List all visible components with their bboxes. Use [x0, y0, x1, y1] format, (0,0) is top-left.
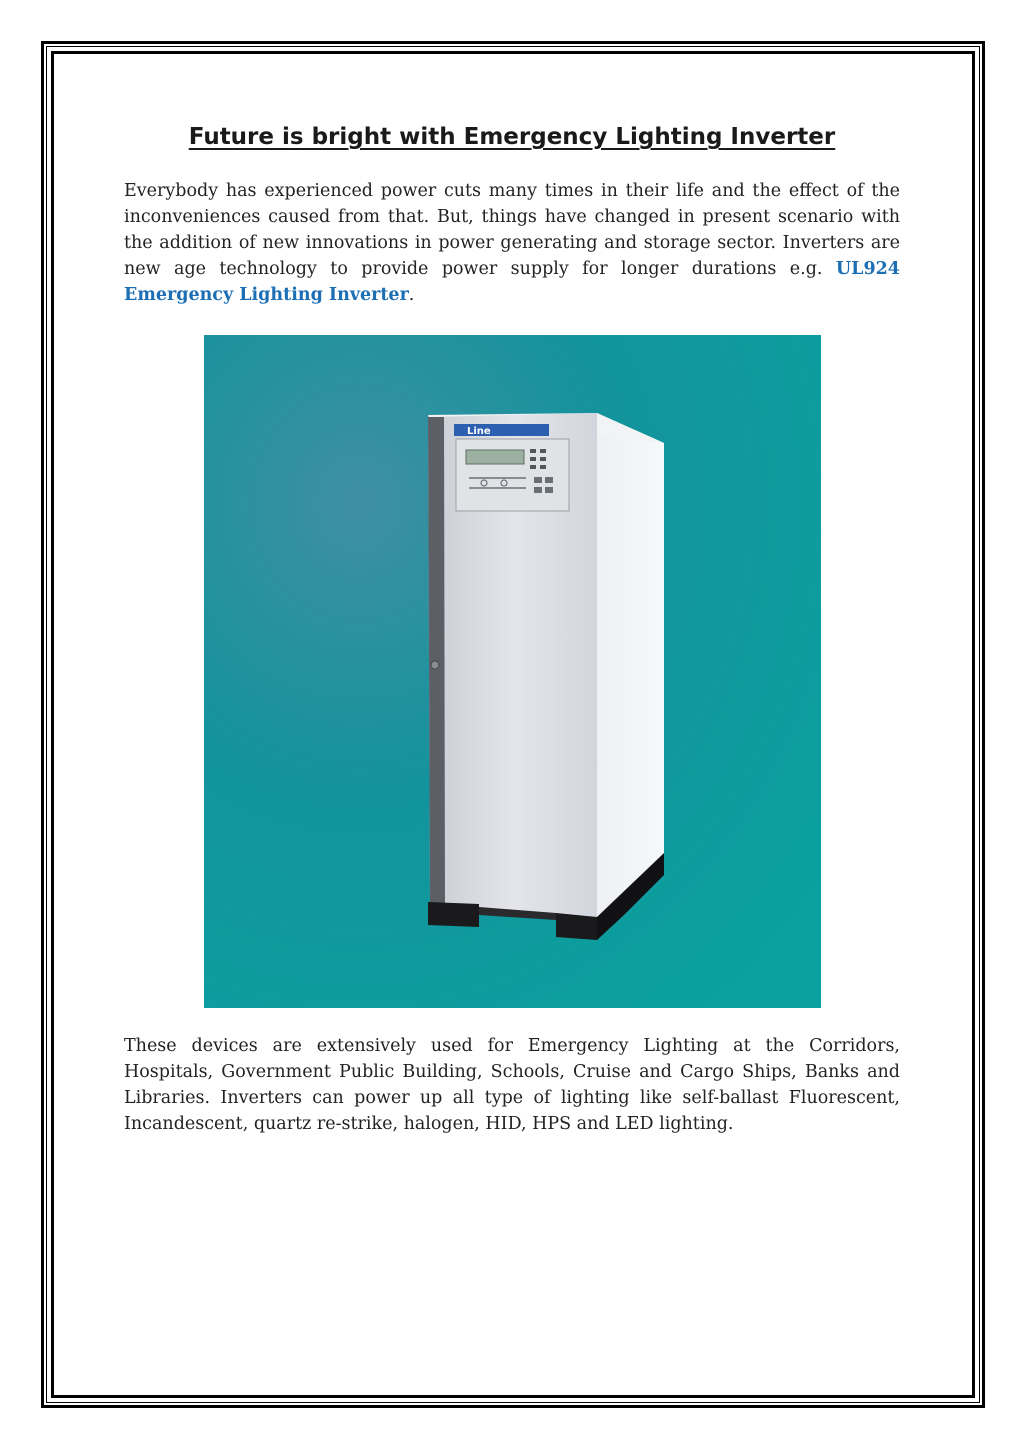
panel-led-5 [530, 465, 536, 469]
door-handle [431, 661, 439, 669]
cabinet-foot-left [428, 902, 479, 927]
panel-button-2 [545, 477, 553, 483]
panel-led-3 [530, 457, 536, 461]
panel-led-2 [540, 449, 546, 453]
panel-led-6 [540, 465, 546, 469]
intro-paragraph-text: Everybody has experienced power cuts many times in their life and the effect of the inconveniences caused from that. But, things have changed in present scenario with the addition of new innovations in power generating and storage sector. Inverters are new age technology to provide power supply for longer durations e.g. [124, 181, 900, 279]
document-title: Future is bright with Emergency Lighting Inverter [188, 124, 836, 150]
cabinet-foot-center [556, 913, 597, 940]
inverter-product-photo [204, 335, 821, 1008]
panel-button-3 [534, 487, 542, 493]
ul924-inverter-link[interactable]: UL924 Emergency Lighting Inverter [124, 259, 900, 305]
lcd-display [466, 450, 524, 464]
intro-paragraph [124, 178, 900, 308]
panel-led-4 [540, 457, 546, 461]
usage-paragraph: These devices are extensively used for Emergency Lighting at the Corridors, Hospitals, Government Public Building, Schools, Cruise and Cargo Ships, Banks and Libraries. Inverters can power up all type of lighting like self-ballast Fluorescent, Incandescent, quartz re-strike, halogen, HID, HPS and LED lighting. [124, 1036, 900, 1134]
panel-button-1 [534, 477, 542, 483]
panel-led-1 [530, 449, 536, 453]
inverter-illustration [204, 335, 821, 1008]
cabinet-side-panel [597, 413, 664, 920]
brand-logo-text: Line [467, 426, 491, 437]
panel-button-4 [545, 487, 553, 493]
intro-paragraph-end: . [408, 285, 415, 305]
